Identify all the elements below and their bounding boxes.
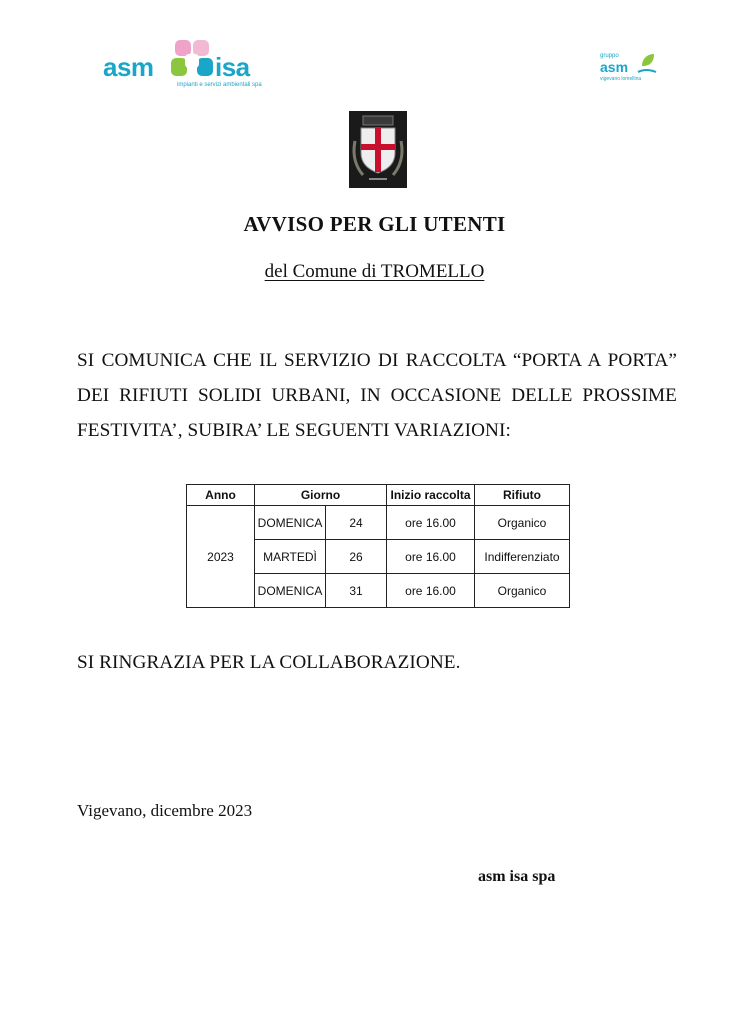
table-header-row [187, 485, 570, 506]
header-anno: Anno [187, 485, 255, 506]
day-name-cell: DOMENICA [255, 574, 326, 608]
header-rifiuto: Rifiuto [475, 485, 570, 506]
gruppo-asm-logo [596, 50, 666, 92]
flower-logo-icon [167, 38, 217, 82]
logo-subtitle: vigevano lomellina [600, 76, 642, 82]
day-number-cell: 26 [326, 540, 387, 574]
waste-type-cell: Organico [475, 574, 570, 608]
day-name-cell: DOMENICA [255, 506, 326, 540]
day-number-cell: 24 [326, 506, 387, 540]
waste-type-cell: Indifferenziato [475, 540, 570, 574]
year-cell: 2023 [187, 506, 255, 608]
header-giorno: Giorno [255, 485, 387, 506]
table-row [187, 506, 570, 540]
asm-isa-logo [103, 38, 273, 94]
logo-group-label: gruppo [600, 53, 619, 59]
logo-brand-asm: asm [103, 52, 154, 82]
logo-brand-isa: isa [215, 52, 250, 82]
start-time-cell: ore 16.00 [387, 574, 475, 608]
day-name-cell: MARTEDÌ [255, 540, 326, 574]
notice-body: SI COMUNICA CHE IL SERVIZIO DI RACCOLTA “PORTA A PORTA” DEI RIFIUTI SOLIDI URBANI, IN OCCASIONE DELLE PROSSIME FESTIVITA’, SUBIRA’ LE SEGUENTI VARIAZIONI: [77, 350, 677, 441]
notice-subtitle [0, 261, 749, 283]
place-date: Vigevano, dicembre 2023 [77, 801, 253, 820]
waste-type-cell: Organico [475, 506, 570, 540]
day-number-cell: 31 [326, 574, 387, 608]
notice-title: AVVISO PER GLI UTENTI [243, 212, 506, 236]
start-time-cell: ore 16.00 [387, 540, 475, 574]
signature: asm isa spa [478, 868, 556, 885]
schedule-table [186, 484, 570, 608]
logo-asm-label: asm [600, 59, 629, 75]
municipal-crest-icon [349, 111, 407, 188]
thanks-text: SI RINGRAZIA PER LA COLLABORAZIONE. [77, 652, 461, 673]
header-inizio-raccolta: Inizio raccolta [387, 485, 475, 506]
leaf-logo-icon [636, 52, 658, 76]
start-time-cell: ore 16.00 [387, 506, 475, 540]
logo-tagline: impianti e servizi ambientali spa [177, 82, 262, 88]
municipality-label: del Comune di TROMELLO [264, 261, 485, 282]
